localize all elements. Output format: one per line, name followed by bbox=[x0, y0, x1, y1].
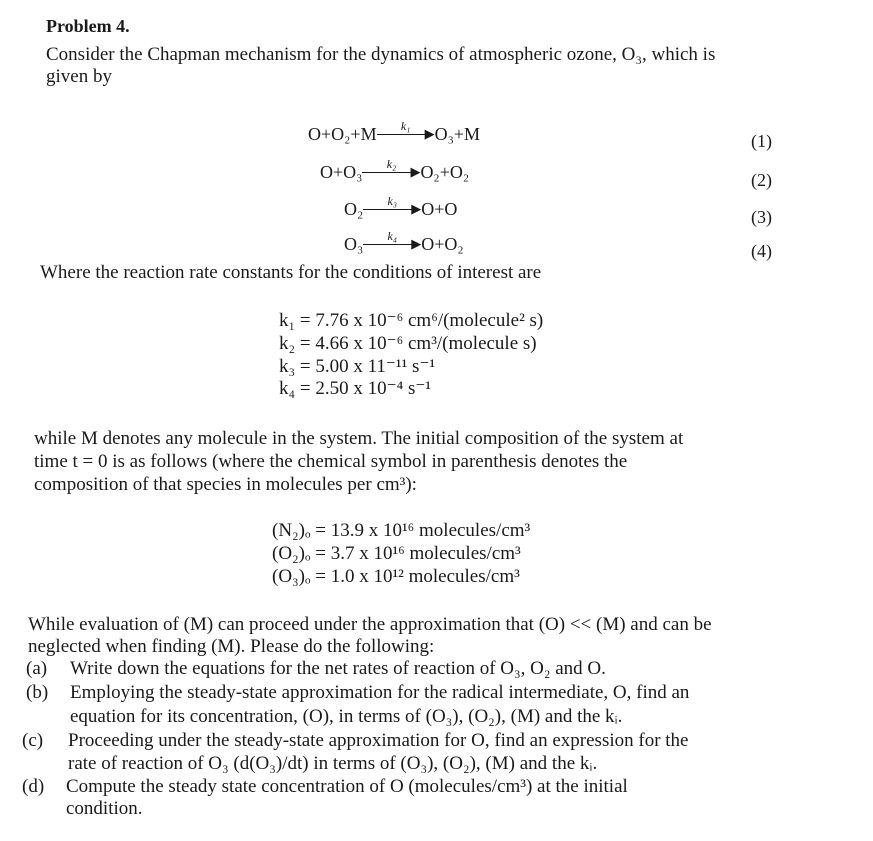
reaction-rhs: O₂+O₂ bbox=[420, 162, 470, 182]
rate-constant-label: k₄ bbox=[387, 229, 398, 243]
reaction-rhs: O+O bbox=[421, 199, 458, 219]
part-b-label: (b) bbox=[26, 682, 49, 703]
initial-n2: (N₂)ₒ = 13.9 x 10¹⁶ molecules/cm³ bbox=[272, 520, 531, 541]
reaction-4 bbox=[344, 229, 464, 256]
reaction-number: (3) bbox=[751, 207, 772, 227]
rate-constant-k3: k₃ = 5.00 x 11⁻¹¹ s⁻¹ bbox=[279, 356, 436, 377]
rate-constant-label: k₂ bbox=[386, 157, 397, 171]
part-b-text-line-1: Employing the steady-state approximation for the radical intermediate, O, find an bbox=[70, 682, 690, 703]
reaction-number: (1) bbox=[751, 131, 772, 151]
reaction-rhs: O+O₂ bbox=[421, 234, 464, 254]
reaction-rhs: O₃+M bbox=[434, 124, 481, 144]
reaction-2 bbox=[320, 157, 470, 184]
evaluation-text-line-1: While evaluation of (M) can proceed under the approximation that (O) << (M) and can be bbox=[28, 614, 712, 635]
rate-constant-label: k₁ bbox=[400, 119, 411, 133]
problem-title: Problem 4. bbox=[46, 16, 130, 36]
reaction-3 bbox=[344, 194, 458, 221]
composition-text-line-2: time t = 0 is as follows (where the chemical symbol in parenthesis denotes the bbox=[34, 451, 628, 472]
part-c-text-line-1: Proceeding under the steady-state approximation for O, find an expression for the bbox=[68, 730, 689, 751]
reaction-lhs: O+O₂+M bbox=[308, 124, 377, 144]
composition-text-line-1: while M denotes any molecule in the system. The initial composition of the system at bbox=[34, 428, 684, 449]
intro-text-line-2: given by bbox=[46, 66, 112, 87]
reaction-number: (4) bbox=[751, 241, 772, 261]
reaction-lhs: O+O₃ bbox=[320, 162, 363, 182]
reaction-arrow: k₁ ▶ bbox=[377, 122, 435, 146]
rate-constants-intro: Where the reaction rate constants for the conditions of interest are bbox=[40, 262, 542, 283]
part-b-text-line-2: equation for its concentration, (O), in terms of (O₃), (O₂), (M) and the kᵢ. bbox=[70, 706, 623, 727]
rate-constant-k1: k₁ = 7.76 x 10⁻⁶ cm⁶/(molecule² s) bbox=[279, 310, 544, 331]
part-a-text: Write down the equations for the net rates of reaction of O₃, O₂ and O. bbox=[70, 658, 606, 679]
reaction-number: (2) bbox=[751, 170, 772, 190]
reaction-1 bbox=[308, 119, 481, 146]
rate-constant-label: k₃ bbox=[387, 194, 398, 208]
evaluation-text-line-2: neglected when finding (M). Please do the following: bbox=[28, 636, 435, 657]
part-c-label: (c) bbox=[22, 730, 44, 751]
initial-o2: (O₂)ₒ = 3.7 x 10¹⁶ molecules/cm³ bbox=[272, 543, 521, 564]
reaction-lhs: O₃ bbox=[344, 234, 364, 254]
composition-text-line-3: composition of that species in molecules per cm³): bbox=[34, 474, 417, 495]
reaction-lhs: O₂ bbox=[344, 199, 364, 219]
intro-text-line-1: Consider the Chapman mechanism for the dynamics of atmospheric ozone, O₃, which is bbox=[46, 44, 716, 65]
reaction-arrow: k₄ ▶ bbox=[363, 232, 421, 256]
reaction-arrow: k₂ ▶ bbox=[362, 160, 420, 184]
rate-constant-k2: k₂ = 4.66 x 10⁻⁶ cm³/(molecule s) bbox=[279, 333, 537, 354]
reaction-arrow: k₃ ▶ bbox=[363, 197, 421, 221]
part-a-label: (a) bbox=[26, 658, 48, 679]
part-c-text-line-2: rate of reaction of O₃ (d(O₃)/dt) in terms of (O₃), (O₂), (M) and the kᵢ. bbox=[68, 753, 598, 774]
part-d-text-line-1: Compute the steady state concentration of O (molecules/cm³) at the initial bbox=[66, 776, 628, 797]
initial-o3: (O₃)ₒ = 1.0 x 10¹² molecules/cm³ bbox=[272, 566, 520, 587]
part-d-label: (d) bbox=[22, 776, 45, 797]
part-d-text-line-2: condition. bbox=[66, 798, 143, 819]
rate-constant-k4: k₄ = 2.50 x 10⁻⁴ s⁻¹ bbox=[279, 378, 432, 399]
